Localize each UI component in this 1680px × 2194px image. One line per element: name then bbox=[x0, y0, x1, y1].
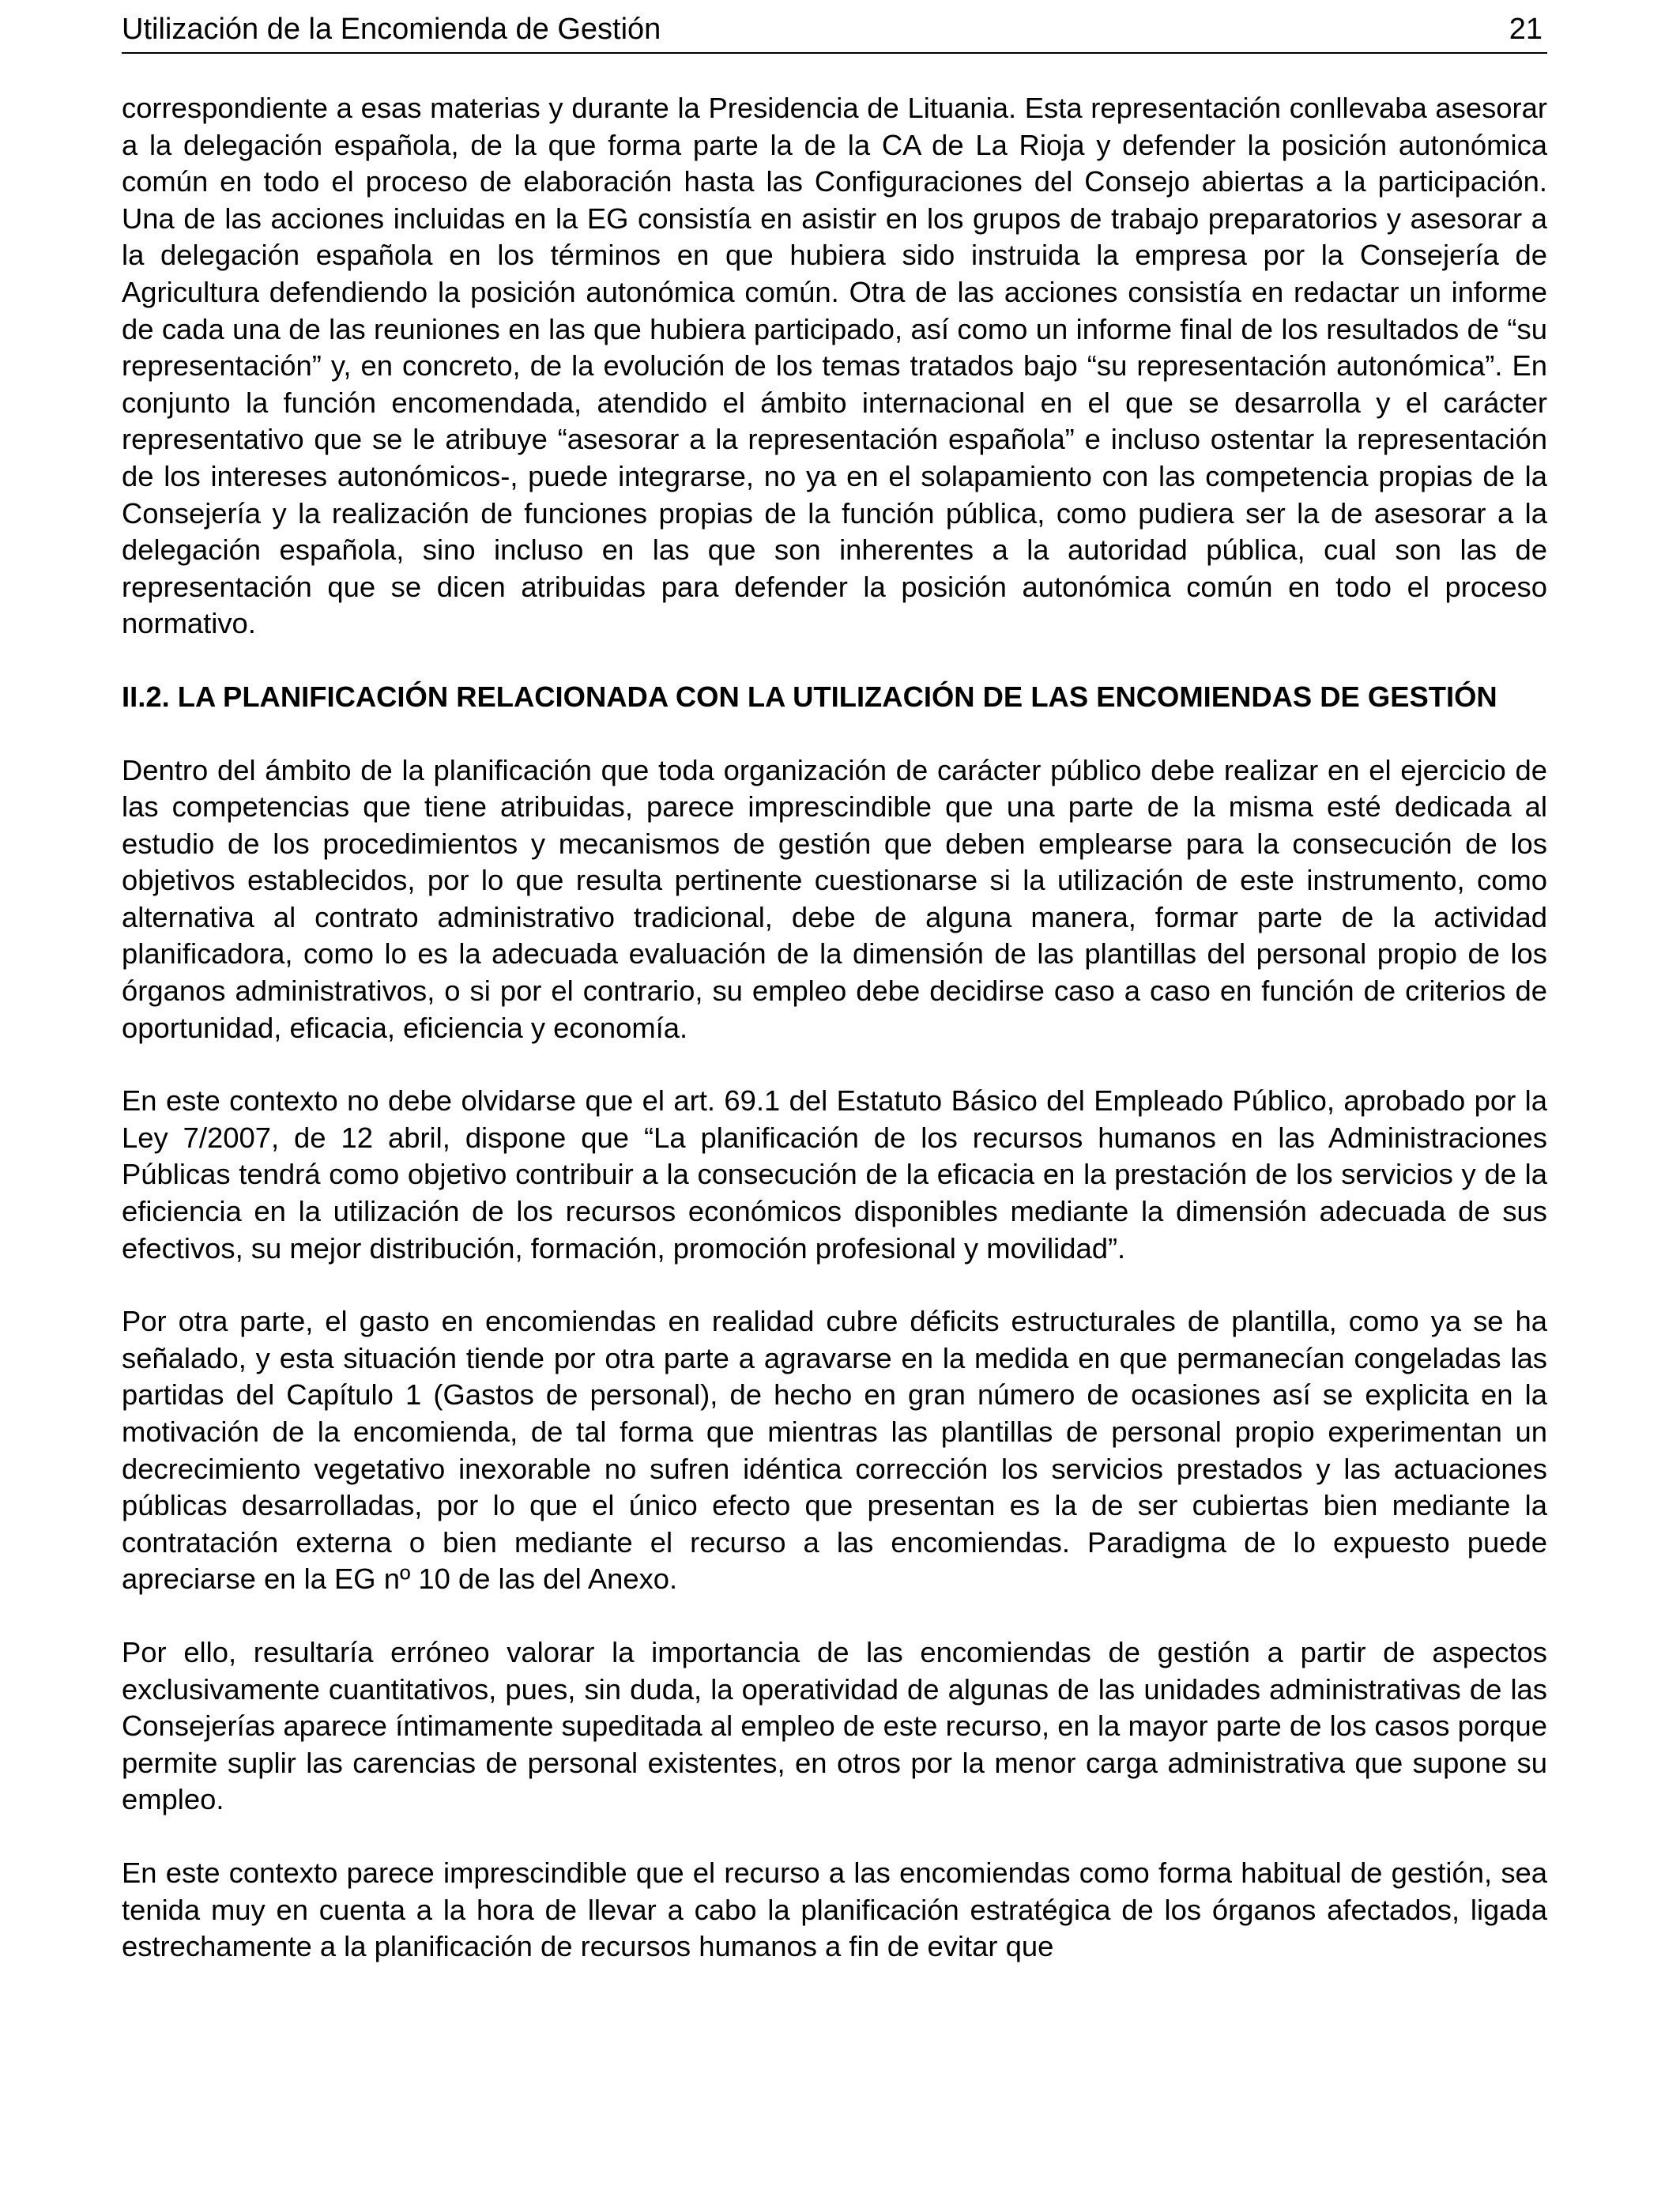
paragraph: Dentro del ámbito de la planificación que toda organización de carácter público debe realizar en el ejercicio de las competencias que tiene atribuidas, parece imprescindible que una parte de la misma esté dedicada al estudio de los procedimientos y mecanismos de gestión que deben emplearse para la consecución de los objetivos establecidos, por lo que resulta pertinente cuestionarse si la utilización de este instrumento, como alternativa al contrato administrativo tradicional, debe de alguna manera, formar parte de la actividad planificadora, como lo es la adecuada evaluación de la dimensión de las plantillas del personal propio de los órganos administrativos, o si por el contrario, su empleo debe decidirse caso a caso en función de criterios de oportunidad, eficacia, eficiencia y economía. bbox=[122, 753, 1547, 1044]
paragraph: Por ello, resultaría erróneo valorar la importancia de las encomiendas de gestión a partir de aspectos exclusivamente cuantitativos, pues, sin duda, la operatividad de algunas de las unidades administrativas de las Consejerías aparece íntimamente supeditada al empleo de este recurso, en la mayor parte de los casos porque permite suplir las carencias de personal existentes, en otros por la menor carga administrativa que supone su empleo. bbox=[122, 1635, 1547, 1816]
header-title: Utilización de la Encomienda de Gestión bbox=[122, 13, 661, 46]
document-body bbox=[122, 90, 1547, 1966]
page-number: 21 bbox=[1509, 13, 1543, 46]
paragraph-continued: correspondiente a esas materias y durante la Presidencia de Lituania. Esta representación conllevaba asesorar a la delegación española, de la que forma parte la de la CA de La Rioja y defender la posición autonómica común en todo el proceso de elaboración hasta las Configuraciones del Consejo abiertas a la participación. Una de las acciones incluidas en la EG consistía en asistir en los grupos de trabajo preparatorios y asesorar a la delegación española en los términos en que hubiera sido instruida la empresa por la Consejería de Agricultura defendiendo la posición autonómica común. Otra de las acciones consistía en redactar un informe de cada una de las reuniones en las que hubiera participado, así como un informe final de los resultados de “su representación” y, en concreto, de la evolución de los temas tratados bajo “su representación autonómica”. En conjunto la función encomendada, atendido el ámbito internacional en el que se desarrolla y el carácter representativo que se le atribuye “asesorar a la representación española” e incluso ostentar la representación de los intereses autonómicos-, puede integrarse, no ya en el solapamiento con las competencia propias de la Consejería y la realización de funciones propias de la función pública, como pudiera ser la de asesorar a la delegación española, sino incluso en las que son inherentes a la autoridad pública, cual son las de representación que se dicen atribuidas para defender la posición autonómica común en todo el proceso normativo. bbox=[122, 92, 1547, 640]
paragraph-continues: En este contexto parece imprescindible que el recurso a las encomiendas como forma habitual de gestión, sea tenida muy en cuenta a la hora de llevar a cabo la planificación estratégica de los órganos afectados, ligada estrechamente a la planificación de recursos humanos a fin de evitar que bbox=[122, 1856, 1547, 1963]
paragraph: En este contexto no debe olvidarse que el art. 69.1 del Estatuto Básico del Empleado Público, aprobado por la Ley 7/2007, de 12 abril, dispone que “La planificación de los recursos humanos en las Administraciones Públicas tendrá como objetivo contribuir a la consecución de la eficacia en la prestación de los servicios y de la eficiencia en la utilización de los recursos económicos disponibles mediante la dimensión adecuada de sus efectivos, su mejor distribución, formación, promoción profesional y movilidad”. bbox=[122, 1084, 1547, 1265]
paragraph: Por otra parte, el gasto en encomiendas en realidad cubre déficits estructurales de plantilla, como ya se ha señalado, y esta situación tiende por otra parte a agravarse en la medida en que permanecían congeladas las partidas del Capítulo 1 (Gastos de personal), de hecho en gran número de ocasiones así se explicita en la motivación de la encomienda, de tal forma que mientras las plantillas de personal propio experimentan un decrecimiento vegetativo inexorable no sufren idéntica corrección los servicios prestados y las actuaciones públicas desarrolladas, por lo que el único efecto que presentan es la de ser cubiertas bien mediante la contratación externa o bien mediante el recurso a las encomiendas. Paradigma de lo expuesto puede apreciarse en la EG nº 10 de las del Anexo. bbox=[122, 1305, 1547, 1596]
section-heading: II.2. LA PLANIFICACIÓN RELACIONADA CON LA UTILIZACIÓN DE LAS ENCOMIENDAS DE GESTIÓN bbox=[122, 680, 1497, 713]
running-header bbox=[122, 8, 1547, 54]
